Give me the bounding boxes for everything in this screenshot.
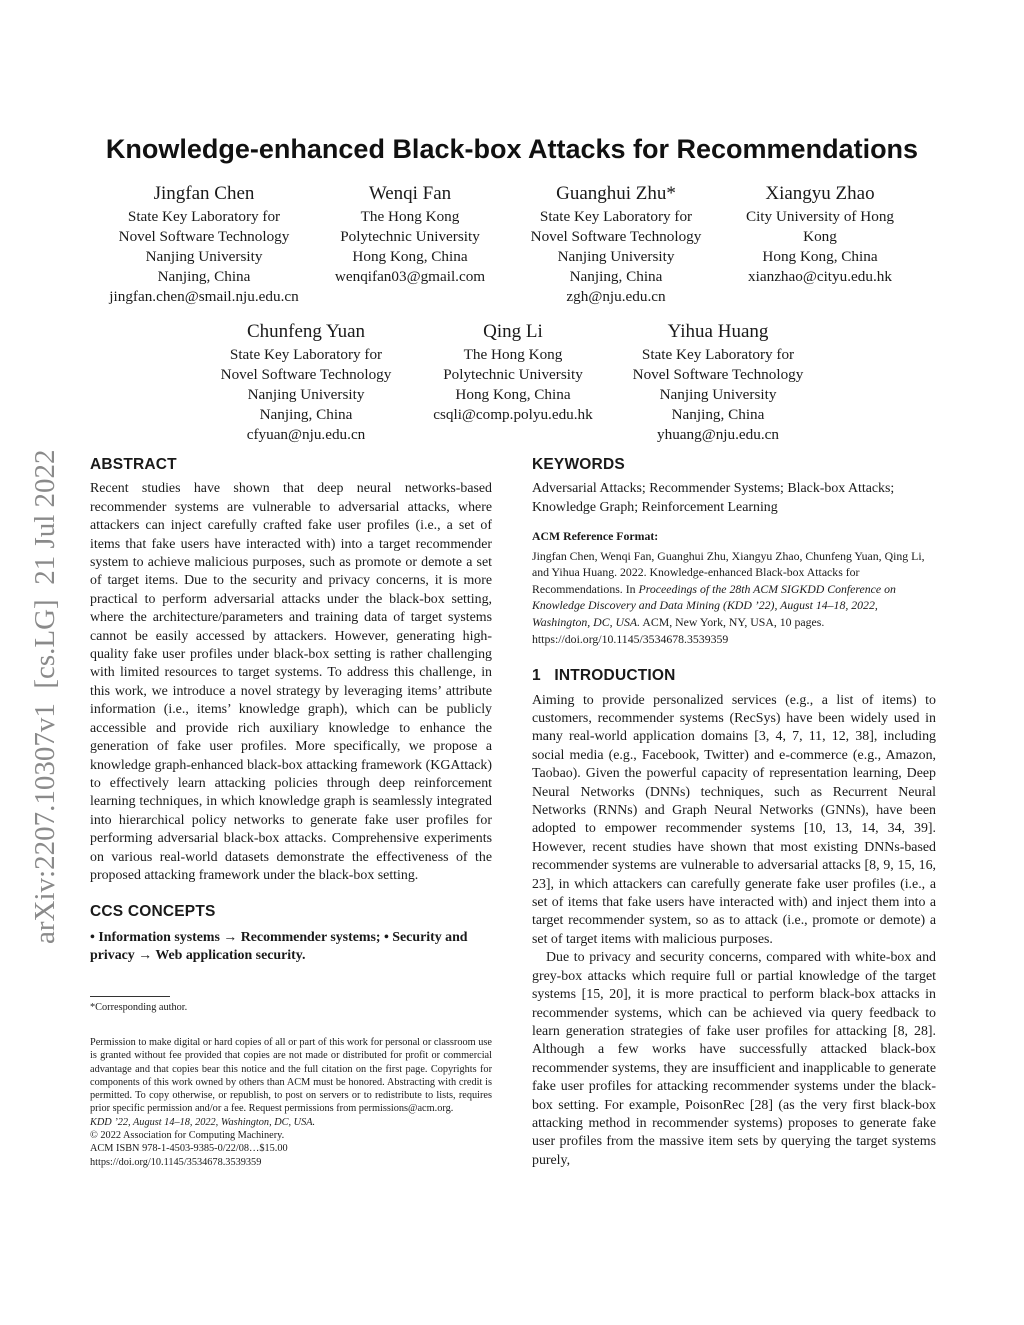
isbn-line: ACM ISBN 978-1-4503-9385-0/22/08…$15.00 (90, 1143, 288, 1155)
author-affil: Nanjing, China (157, 268, 251, 285)
author-affil: State Key Laboratory for (539, 208, 693, 225)
conference-info: KDD ’22, August 14–18, 2022, Washington, DC, USA. (90, 1116, 316, 1128)
author-affil: State Key Laboratory for (229, 346, 383, 363)
author-affil: City University of Hong (745, 208, 895, 225)
author-email: xianzhao@cityu.edu.hk (748, 268, 892, 285)
author-affil: Nanjing, China (671, 406, 765, 423)
author-affil: The Hong Kong (360, 208, 460, 225)
acm-ref-text (532, 548, 936, 648)
ccs-text: • Information systems → Recommender systems; • Security and privacy → Web application security. (90, 929, 468, 964)
doi-line: https://doi.org/10.1145/3534678.3539359 (90, 1156, 262, 1168)
author-affil: Novel Software Technology (530, 228, 702, 245)
right-column (532, 456, 936, 1170)
author-name: Chunfeng Yuan (246, 321, 366, 342)
author-affil: Hong Kong, China (762, 248, 878, 265)
author-email: wenqifan03@gmail.com (334, 268, 486, 285)
author-email: zgh@nju.edu.cn (566, 288, 666, 305)
author-affil: Nanjing University (145, 248, 263, 265)
author-affil: Hong Kong, China (455, 386, 571, 403)
ccs-heading: CCS CONCEPTS (90, 903, 216, 921)
author-name: Qing Li (483, 321, 543, 342)
author-name: Guanghui Zhu* (556, 183, 676, 204)
author-block (418, 321, 608, 425)
author-email: jingfan.chen@smail.nju.edu.cn (109, 288, 299, 305)
paper-title: Knowledge-enhanced Black-box Attacks for Recommendations (105, 134, 919, 164)
intro-paragraph-1: Aiming to provide personalized services (e.g., a list of items) to customers, recommender systems (RecSys) have been widely used in many real-world application domains [3, 4, 7, 11, 12, 38], including social media (e.g., Facebook, Twitter) and e-commerce (e.g., Amazon, Taobao). Given the powerful capacity of representation learning, Deep Neural Networks (DNNs) techniques, such as Recurrent Neural Networks (RNNs) and Graph Neural Networks (GNNs), have been adopted to empower recommender systems [10, 13, 14, 34, 39]. However, recent studies have shown that most existing DNNs-based recommender systems are vulnerable to adversarial attacks [8, 9, 15, 16, 23], in which attackers can carefully generate fake user profiles (i.e., a set of items that fake users have interacted with) and inject them into a target recommender system, so as to attack (i.e., promote or demote) a set of target items with malicious purposes. (532, 692, 936, 947)
author-email: csqli@comp.polyu.edu.hk (433, 406, 593, 423)
acm-ref-part2: ACM, New York, NY, USA, 10 pages. https://doi.org/10.1145/3534678.3539359 (532, 615, 825, 646)
author-affil: Polytechnic University (443, 366, 583, 383)
author-affil: Novel Software Technology (220, 366, 392, 383)
footnote-rule (90, 996, 170, 997)
author-email: yhuang@nju.edu.cn (657, 426, 779, 443)
footnote: *Corresponding author. (90, 1002, 188, 1013)
author-block (104, 183, 304, 307)
author-affil: The Hong Kong (463, 346, 563, 363)
author-name: Xiangyu Zhao (765, 183, 875, 204)
author-affil: Nanjing, China (569, 268, 663, 285)
intro-paragraph-2: Due to privacy and security concerns, compared with white-box and grey-box attacks which require full or partial knowledge of the target systems [15, 20], it is more practical to perform black-box attacks in recommender systems, which can be achieved via query feedback to learn generation strategies of fake user profiles for attacking [8, 28]. Although a few works have successfully attacked black-box recommender systems, they are insufficient and inapplicable to generate fake user profiles for attacking recommender systems under the black-box setting. For example, PoisonRec [28] (as the very first black-box attacking method in recommender systems) proposes to generate fake user profiles from the massive item sets by querying the target systems purely, (532, 950, 936, 1168)
abstract-heading: ABSTRACT (90, 456, 177, 473)
author-block (516, 183, 716, 307)
left-column (90, 456, 492, 966)
abstract-text: Recent studies have shown that deep neural networks-based recommender systems are vulnerable to adversarial attacks, where attackers can inject carefully crafted fake user profiles (i.e., a set of items that fake users have interacted with) into a target recommender system to achieve malicious purposes, such as promote or demote a set of target items. Due to the security and privacy concerns, it is more practical to perform adversarial attacks under the black-box setting, where the architecture/parameters and training data of target systems cannot be easily accessed by attackers. However, generating high-quality fake user profiles under black-box setting is rather challenging with limited resources to target systems. To address this challenge, in this work, we introduce a novel strategy by leveraging items’ attribute information (i.e., items’ knowledge graph), which can be publicly accessible and provide rich auxiliary knowledge to enhance the generation of fake user profiles. More specifically, we propose a knowledge graph-enhanced black-box attacking framework (KGAttack) to effectively learn attacking policies through deep reinforcement learning techniques, in which knowledge graph is seamlessly integrated into hierarchical policy networks to generate fake user profiles for performing adversarial black-box attacks. Comprehensive experiments on various real-world datasets demonstrate the effectiveness of the proposed attacking framework under the black-box setting. (90, 481, 492, 883)
author-affil: Polytechnic University (340, 228, 480, 245)
author-affil: Nanjing University (247, 386, 365, 403)
author-block (206, 321, 406, 445)
author-affil: Nanjing, China (259, 406, 353, 423)
author-name: Wenqi Fan (368, 183, 452, 204)
author-affil: Nanjing University (659, 386, 777, 403)
permission-block (90, 1036, 492, 1169)
arxiv-stamp (6, 368, 68, 948)
author-block (320, 183, 500, 287)
author-affil: Hong Kong, China (352, 248, 468, 265)
intro-heading: 1 INTRODUCTION (532, 667, 676, 685)
author-block (730, 183, 910, 287)
author-name: Yihua Huang (667, 321, 769, 342)
acm-ref-heading: ACM Reference Format: (532, 529, 659, 544)
conference-line (90, 1116, 492, 1129)
author-name: Jingfan Chen (153, 183, 255, 204)
author-affil: State Key Laboratory for (641, 346, 795, 363)
author-email: cfyuan@nju.edu.cn (246, 426, 366, 443)
keywords-heading: KEYWORDS (532, 456, 625, 473)
author-affil: Nanjing University (557, 248, 675, 265)
arxiv-stamp-text: arXiv:2207.10307v1 [cs.LG] 21 Jul 2022 (29, 449, 61, 944)
author-affil: Kong (803, 228, 837, 245)
acm-ref-venue: Proceedings of the 28th ACM SIGKDD Conference on Knowledge Discovery and Data Mining (KDD ’22), August 14–18, 2022, Washington, DC, USA. (532, 581, 896, 629)
acm-ref-part1: Jingfan Chen, Wenqi Fan, Guanghui Zhu, Xiangyu Zhao, Chunfeng Yuan, Qing Li, and Yihua Huang. 2022. Knowledge-enhanced Black-box Attacks for Recommendations. In (532, 548, 925, 596)
keywords-text: Adversarial Attacks; Recommender Systems; Black-box Attacks; Knowledge Graph; Reinforcement Learning (532, 481, 895, 515)
author-affil: Novel Software Technology (632, 366, 804, 383)
author-affil: Novel Software Technology (118, 228, 290, 245)
permission-text: Permission to make digital or hard copies of all or part of this work for personal or classroom use is granted without fee provided that copies are not made or distributed for profit or commercial advantage and that copies bear this notice and the full citation on the first page. Copyrights for components of this work owned by others than ACM must be honored. Abstracting with credit is permitted. To copy otherwise, or republish, to post on servers or to redistribute to lists, requires prior specific permission and/or a fee. Request permissions from permissions@acm.org. (90, 1037, 492, 1115)
copyright-line: © 2022 Association for Computing Machinery. (90, 1130, 285, 1142)
author-affil: State Key Laboratory for (127, 208, 281, 225)
author-block (618, 321, 818, 445)
